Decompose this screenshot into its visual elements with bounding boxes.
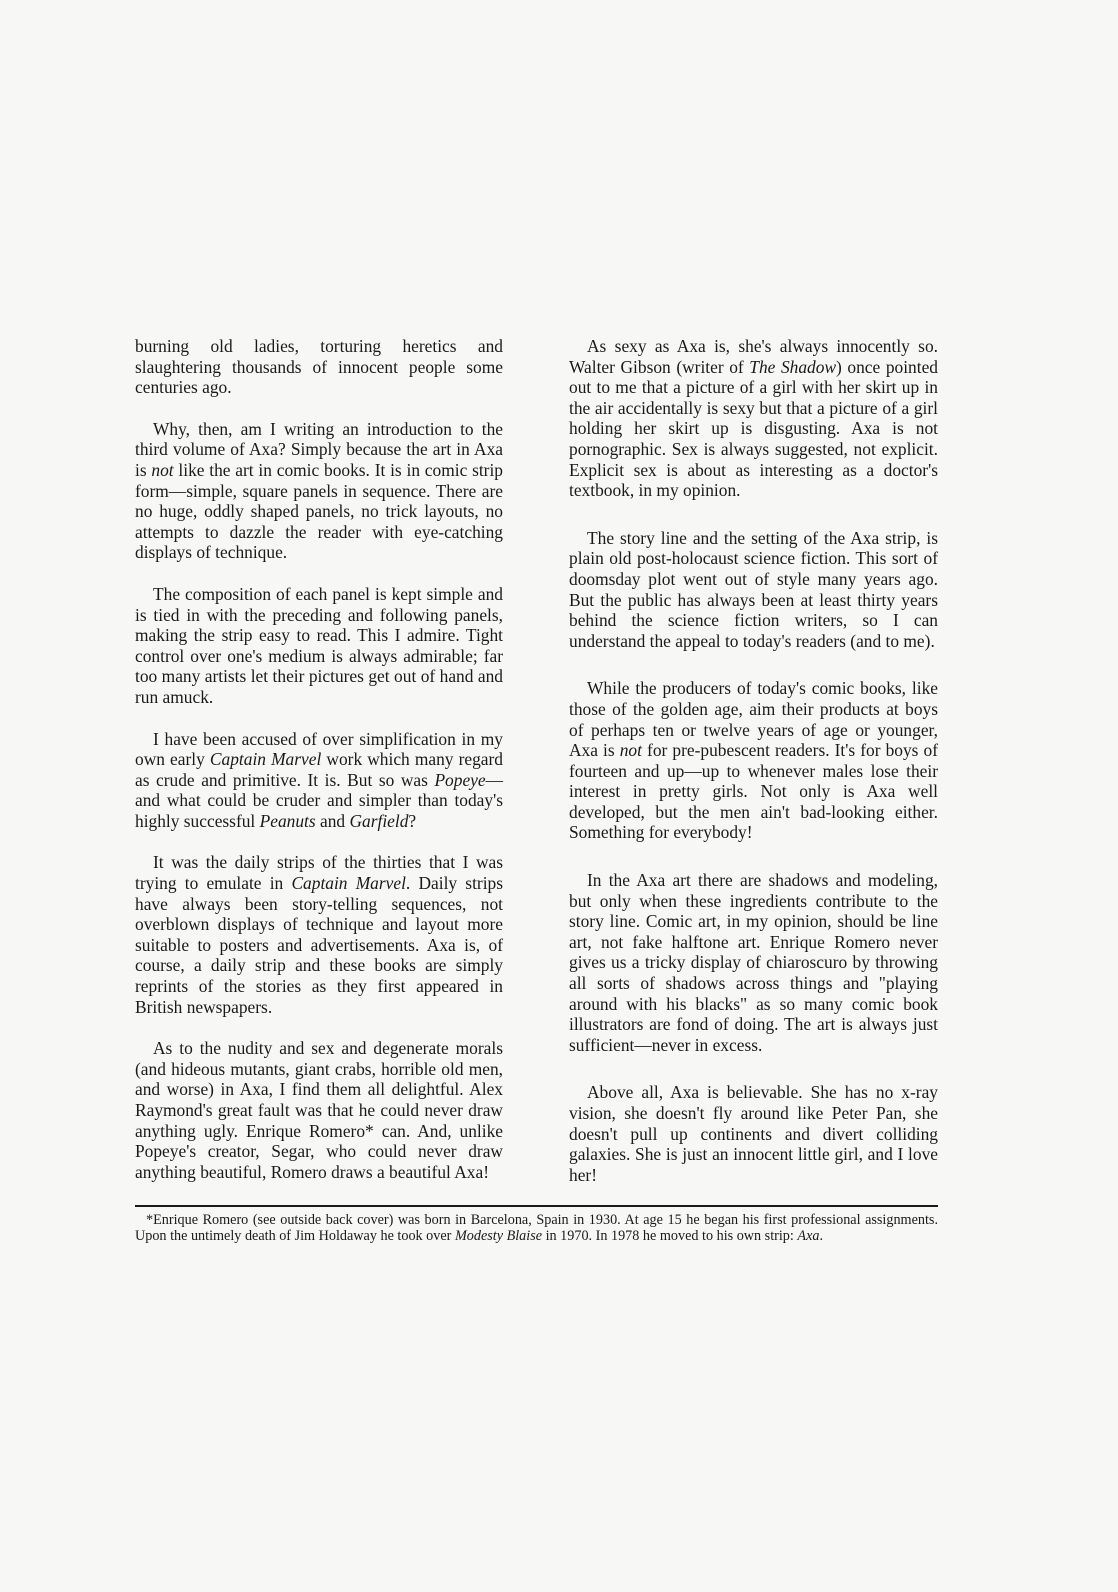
left-paragraph-6: As to the nudity and sex and degenerate morals (and hideous mutants, giant crabs, horrible old men, and worse) in Axa, I find them all delightful. Alex Raymond's great fault was that he could never draw anything ugly. Enrique Romero* can. And, unlike Popeye's creator, Segar, who could never draw anything beautiful, Romero draws a beautiful Axa!	[135, 1038, 503, 1182]
right-paragraph-5: Above all, Axa is believable. She has no x-ray vision, she doesn't fly around like Peter Pan, she doesn't pull up continents and divert colliding galaxies. She is just an innocent little girl, and I love her!	[569, 1082, 938, 1185]
left-paragraph-5: It was the daily strips of the thirties that I was trying to emulate in Captain Marvel. Daily strips have always been story-telling sequences, not overblown displays of technique and layout more suitable to posters and advertisements. Axa is, of course, a daily strip and these books are simply reprints of the stories as they first appeared in British newspapers.	[135, 852, 503, 1017]
left-paragraph-4: I have been accused of over simplification in my own early Captain Marvel work which many regard as crude and primitive. It is. But so was Popeye—and what could be cruder and simpler than today's highly successful Peanuts and Garfield?	[135, 728, 503, 831]
left-column	[135, 336, 503, 1203]
footnote-divider	[135, 1205, 938, 1207]
right-paragraph-3: While the producers of today's comic books, like those of the golden age, aim their products at boys of perhaps ten or twelve years of age or younger, Axa is not for pre-pubescent readers. It's for boys of fourteen and up—up to whenever males lose their interest in pretty girls. Not only is Axa well developed, but the men ain't bad-looking either. Something for everybody!	[569, 678, 938, 843]
left-paragraph-2: Why, then, am I writing an introduction to the third volume of Axa? Simply because the art in Axa is not like the art in comic books. It is in comic strip form—simple, square panels in sequence. There are no huge, oddly shaped panels, no trick layouts, no attempts to dazzle the reader with eye-catching displays of technique.	[135, 418, 503, 563]
left-paragraph-1: burning old ladies, torturing heretics and slaughtering thousands of innocent people some centuries ago.	[135, 336, 503, 398]
right-paragraph-4: In the Axa art there are shadows and modeling, but only when these ingredients contribute to the story line. Comic art, in my opinion, should be line art, not fake halftone art. Enrique Romero never gives us a tricky display of chiaroscuro by throwing all sorts of shadows across things and "playing around with his blacks" as so many comic book illustrators are fond of doing. The art is always just sufficient—never in excess.	[569, 870, 938, 1055]
right-paragraph-2: The story line and the setting of the Axa strip, is plain old post-holocaust science fiction. This sort of doomsday plot went out of style many years ago. But the public has always been at least thirty years behind the science fiction writers, so I can understand the appeal to today's readers (and to me).	[569, 527, 938, 651]
right-column	[569, 336, 938, 1212]
right-paragraph-1: As sexy as Axa is, she's always innocently so. Walter Gibson (writer of The Shadow) once pointed out to me that a picture of a girl with her skirt up in the air accidentally is sexy but that a picture of a girl holding her skirt up is disgusting. Axa is not pornographic. Sex is always suggested, not explicit. Explicit sex is about as interesting as a doctor's textbook, in my opinion.	[569, 336, 938, 501]
left-paragraph-3: The composition of each panel is kept simple and is tied in with the preceding and following panels, making the strip easy to read. This I admire. Tight control over one's medium is always admirable; far too many artists let their pictures get out of hand and run amuck.	[135, 583, 503, 707]
footnote: *Enrique Romero (see outside back cover) was born in Barcelona, Spain in 1930. At age 15 he began his first professional assignments. Upon the untimely death of Jim Holdaway he took over Modesty Blaise in 1970. In 1978 he moved to his own strip: Axa.	[135, 1212, 938, 1244]
